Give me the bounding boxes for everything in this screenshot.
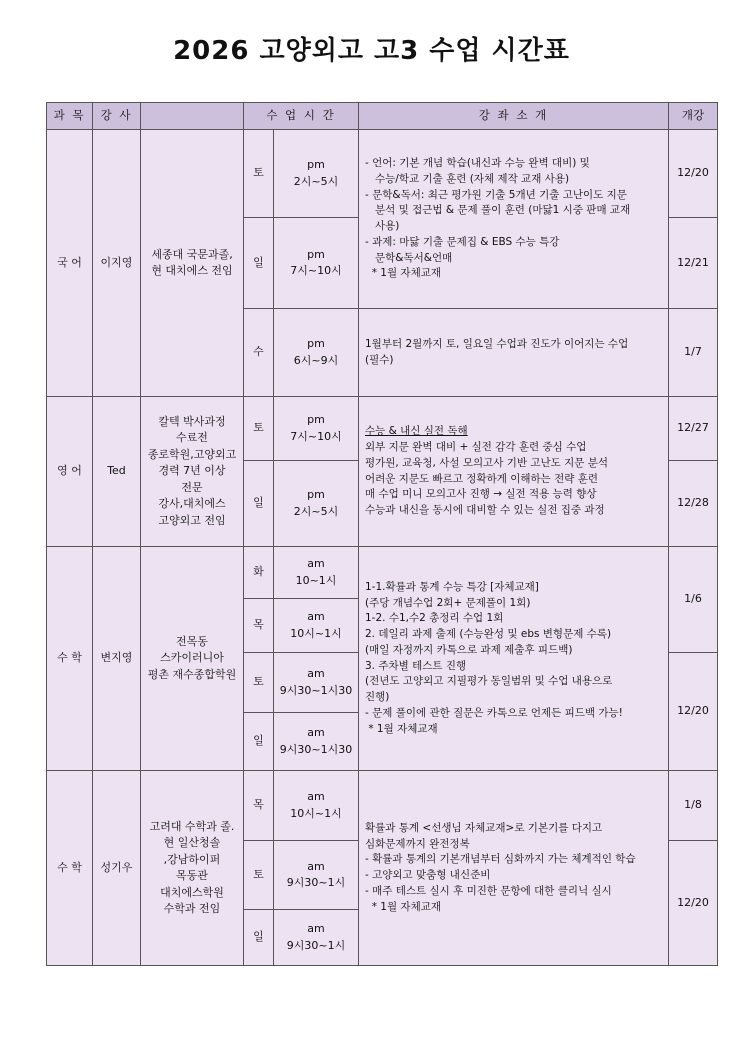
info-line: 경력 7년 이상 [158,464,226,478]
subject-cell: 수 학 [47,547,93,771]
start-date-cell: 12/27 [669,397,718,461]
time-cell: am 9시30~1시30 [274,713,359,771]
teacher-info-cell [141,130,244,397]
table-row [47,397,718,461]
time-cell: pm 7시~10시 [274,218,359,309]
time-cell: am 9시30~1시 [274,841,359,910]
time-cell: pm 2시~5시 [274,130,359,218]
start-date-cell: 12/20 [669,130,718,218]
day-cell: 화 [244,547,274,599]
info-line: 세종대 국문과졸, [151,247,233,261]
table-row [47,547,718,599]
header-schedule: 수 업 시 간 [244,103,359,130]
teacher-cell: 이지영 [93,130,141,397]
info-line: 강사,대치에스 [158,497,226,511]
page-title: 2026 고양외고 고3 수업 시간표 [173,36,570,66]
info-line: 현 대치에스 전임 [151,264,233,277]
info-line: 전문 [181,480,203,494]
info-line: 평촌 재수종합학원 [147,667,237,681]
course-description: 1-1.확률과 통계 수능 특강 [자체교재] (주당 개념수업 2회+ 문제풀이 1회) 1-2. 수1,수2 총정리 수업 1회 2. 데일리 과제 출제 (수능완성 및 ebs 변형문제 수록) (매일 자정까지 카톡으로 과제 제출후 피드백) 3. 주차별 테스트 진행 (전년도 고양외고 지필평가 동일범위 및 수업 내용으로 진행) - 문제 풀이에 관한 질문은 카톡으로 언제든 피드백 가능! * 1월 자체교재 [359,547,669,771]
header-subject: 과 목 [47,103,93,130]
info-line: 종로학원,고양외고 [147,447,237,461]
info-line: 칼텍 박사과정 [158,414,226,428]
header-description: 강 좌 소 개 [359,103,669,130]
day-cell: 토 [244,841,274,910]
info-line: 현 일산청솔 [163,836,221,849]
day-cell: 수 [244,309,274,397]
start-date-cell: 12/20 [669,653,718,771]
time-cell: am 10시~1시 [274,771,359,841]
start-date-cell: 1/6 [669,547,718,653]
header-teacher: 강 사 [93,103,141,130]
header-row [47,103,718,130]
start-date-cell: 12/28 [669,461,718,547]
time-cell: am 9시30~1시 [274,910,359,966]
course-description: - 언어: 기본 개념 학습(내신과 수능 완벽 대비) 및 수능/학교 기출 훈련 (자체 제작 교재 사용) - 문학&독서: 최근 평가원 기출 5개년 기출 고난이도 지문 분석 및 접근법 & 문제 풀이 훈련 (마닳1 시중 판매 교재 사용) - 과제: 마닳 기출 문제집 & EBS 수능 특강 문학&독서&언매 * 1월 자체교재 [359,130,669,309]
time-cell: pm 7시~10시 [274,397,359,461]
info-line: 수료전 [176,431,208,445]
day-cell: 토 [244,653,274,713]
teacher-cell: 변지영 [93,547,141,771]
day-cell: 일 [244,461,274,547]
course-description: 확률과 통계 <선생님 자체교재>로 기본기를 다지고 심화문제까지 완전정복 - 확률과 통계의 기본개념부터 심화까지 가는 체계적인 학습 - 고양외고 맞춤형 내신준비 - 매주 테스트 실시 후 미진한 문항에 대한 클리닉 실시 * 1월 자체교재 [359,771,669,966]
start-date-cell: 12/20 [669,841,718,966]
teacher-cell: 성기우 [93,771,141,966]
subject-cell: 영 어 [47,397,93,547]
day-cell: 일 [244,910,274,966]
info-line: 스카이러니아 [160,651,224,665]
time-cell: am 10시~1시 [274,599,359,653]
day-cell: 목 [244,771,274,841]
header-start: 개강 [669,103,718,130]
info-line: ,강남하이퍼 [163,852,221,866]
teacher-info-cell [141,771,244,966]
info-line: 목동관 [176,869,208,882]
course-description: 수능 & 내신 실전 독해 외부 지문 완벽 대비 + 실전 감각 훈련 중심 수업 평가원, 교육청, 사설 모의고사 기반 고난도 지문 분석 어려운 지문도 빠르고 정확하게 이해하는 전략 훈련 매 수업 미니 모의고사 진행 → 실전 적용 능력 향상 수능과 내신을 동시에 대비할 수 있는 실전 집중 과정 [359,397,669,547]
subject-cell: 국 어 [47,130,93,397]
day-cell: 일 [244,713,274,771]
subject-cell: 수 학 [47,771,93,966]
time-cell: am 10~1시 [274,547,359,599]
table-row [47,130,718,218]
header-info [141,103,244,130]
course-description: 1월부터 2월까지 토, 일요일 수업과 진도가 이어지는 수업 (필수) [359,309,669,397]
start-date-cell: 12/21 [669,218,718,309]
day-cell: 토 [244,130,274,218]
start-date-cell: 1/7 [669,309,718,397]
info-line: 수학과 전임 [163,902,221,915]
info-line: 대치에스학원 [160,885,224,899]
teacher-info-cell [141,397,244,547]
start-date-cell: 1/8 [669,771,718,841]
time-cell: am 9시30~1시30 [274,653,359,713]
time-cell: pm 2시~5시 [274,461,359,547]
info-line: 전목동 [176,634,208,648]
teacher-info-cell [141,547,244,771]
day-cell: 목 [244,599,274,653]
info-line: 고려대 수학과 졸. [149,819,235,833]
time-cell: pm 6시~9시 [274,309,359,397]
teacher-cell: Ted [93,397,141,547]
day-cell: 일 [244,218,274,309]
info-line: 고양외고 전임 [158,513,226,527]
timetable [46,102,718,966]
day-cell: 토 [244,397,274,461]
table-row [47,771,718,841]
